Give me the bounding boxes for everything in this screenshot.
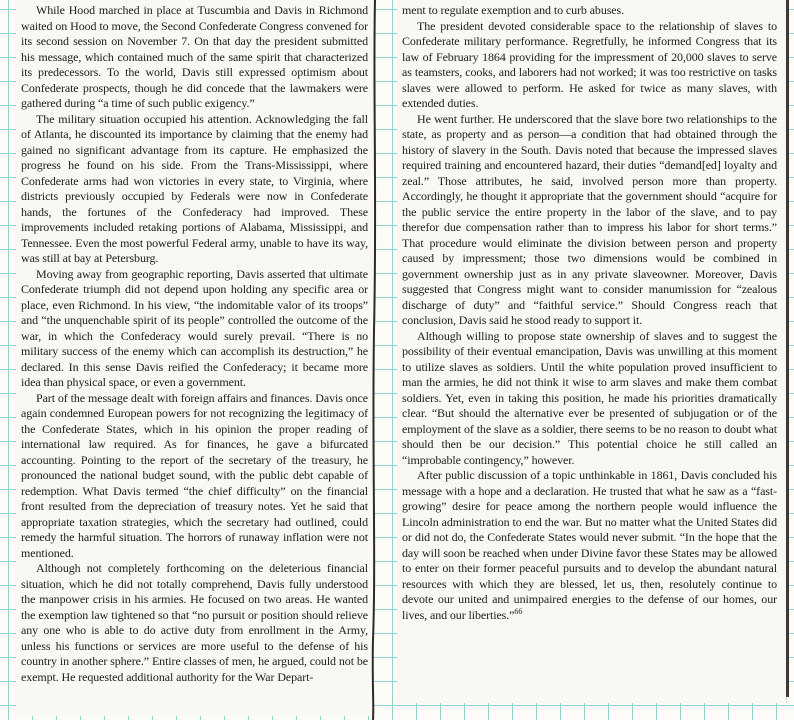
paragraph-text: After public discussion of a topic unthinkable in 1861, Davis concluded his message with a hope and a declaration. He trusted that what he saw as a “fast-growing” desire for peace among the northern people would influence the Lincoln administration to end the war. But no matter what the United States did or did not do, the Confederate States would never submit. “In the hope that the day will soon be reached when under Divine favor these States may be allowed to enter on their former peaceful pursuits and to develop the abundant natural resources with which they are blessed, let us, then, resolutely continue to devote our united and unimpaired energies to the defense of our homes, our lives, and our liberties.” bbox=[402, 468, 777, 622]
paragraph: He went further. He underscored that the slave bore two relationships to the state, as property and as person—a condition that had obtained through the history of slavery in the South. Davis noted that because the impressed slaves required training and encountered hazard, their duties “demand[ed] loyalty and zeal.” Those attributes, he said, involved person more than property. Accordingly, he thought it appropriate that the government should “acquire for the public service the entire property in the labor of the slave, and to pay therefor due compensation rather than to impress his labor for short terms.” That procedure would eliminate the division between person and property caused by impressment; those two dimensions would be combined in government ownership just as in any private slaveowner. Moreover, Davis suggested that Congress might want to consider manumission for “zealous discharge of duty” and “faithful service.” Should Congress reach that conclusion, Davis said he stood ready to support it. bbox=[402, 111, 777, 327]
paragraph: The military situation occupied his attention. Acknowledging the fall of Atlanta, he discounted its importance by claiming that the enemy had gained no significant advantage from its capture. He emphasized the progress he found on his side. From the Trans-Mississippi, where Confederate arms had won victories in every state, to Virginia, where districts previously occupied by Federals were now in Confederate hands, the fortunes of the Confederacy had improved. These improvements included retaking portions of Alabama, Mississippi, and Tennessee. Even the most powerful Federal army, unable to have its way, was still at bay at Petersburg. bbox=[21, 111, 368, 265]
paragraph: Part of the message dealt with foreign affairs and finances. Davis once again condemned European powers for not recognizing the legitimacy of the Confederate States, which in his opinion the proper reading of international law required. As for finances, he gave a bifurcated accounting. Pointing to the report of the secretary of the treasury, he pronounced the national budget sound, with the public debt capable of redemption. What Davis termed “the chief difficulty” on the financial front resulted from the depreciation of treasury notes. Yet he said that appropriate taxation strategies, which the secretary had outlined, could remedy the harmful situation. The horrors of runaway inflation were not mentioned. bbox=[21, 390, 368, 560]
paragraph: ment to regulate exemption and to curb abuses. bbox=[402, 3, 625, 17]
left-text-column bbox=[16, 0, 374, 716]
paragraph: While Hood marched in place at Tuscumbia and Davis in Richmond waited on Hood to move, the Second Confederate Congress convened for its second session on November 7. On that day the president submitted his message, which contained much of the same spirit that characterized its predecessors. To the world, Davis still expressed optimism about Confederate prospects, though he did concede that the lawmakers were gathered during “a time of such public exigency.” bbox=[21, 3, 368, 110]
paragraph: Although willing to propose state ownership of slaves and to suggest the possibility of their eventual emancipation, Davis was unwilling at this moment to utilize slaves as soldiers. Until the white population proved insufficient to man the armies, he did not think it wise to arm slaves and make them combat soldiers. Yet, even in taking this position, he made his priorities dramatically clear. “But should the alternative ever be presented of subjugation or of the employment of the slave as a soldier, there seems to be no reason to doubt what should then be our decision.” This potential choice he still called an “improbable contingency,” however. bbox=[402, 328, 777, 467]
paragraph: Although not completely forthcoming on the deleterious financial situation, which he did not totally comprehend, Davis fully understood the manpower crisis in his armies. He focused on two areas. He wanted the exemption law tightened so that “no pursuit or position should relieve any one who is able to do active duty from enrollment in the Army, unless his functions or services are more useful to the defense of his country in another sphere.” Entire classes of men, he argued, could not be exempt. He requested additional authority for the War Depart- bbox=[21, 561, 368, 684]
paragraph: The president devoted considerable space to the relationship of slaves to Confederate military performance. Regretfully, he informed Congress that its law of February 1864 providing for the impressment of 20,000 slaves to serve as teamsters, cooks, and laborers had not worked; it was too restrictive on tasks slaves were allowed to perform. He asked for twice as many slaves, with extended duties. bbox=[402, 18, 777, 110]
paragraph bbox=[402, 468, 777, 623]
right-text-column bbox=[397, 0, 787, 703]
footnote-marker: 66 bbox=[514, 606, 523, 616]
page-edge-shadow bbox=[786, 0, 789, 697]
paragraph: Moving away from geographic reporting, Davis asserted that ultimate Confederate triumph did not depend upon holding any specific area or place, even Richmond. In his view, “the indomitable valor of its troops” and “the unquenchable spirit of its people” controlled the outcome of the war, in which the Confederacy would surely prevail. “There is no military success of the enemy which can accomplish its destruction,” he declared. In this sense Davis reified the Confederacy; it became more idea than physical space, or even a government. bbox=[21, 266, 368, 389]
